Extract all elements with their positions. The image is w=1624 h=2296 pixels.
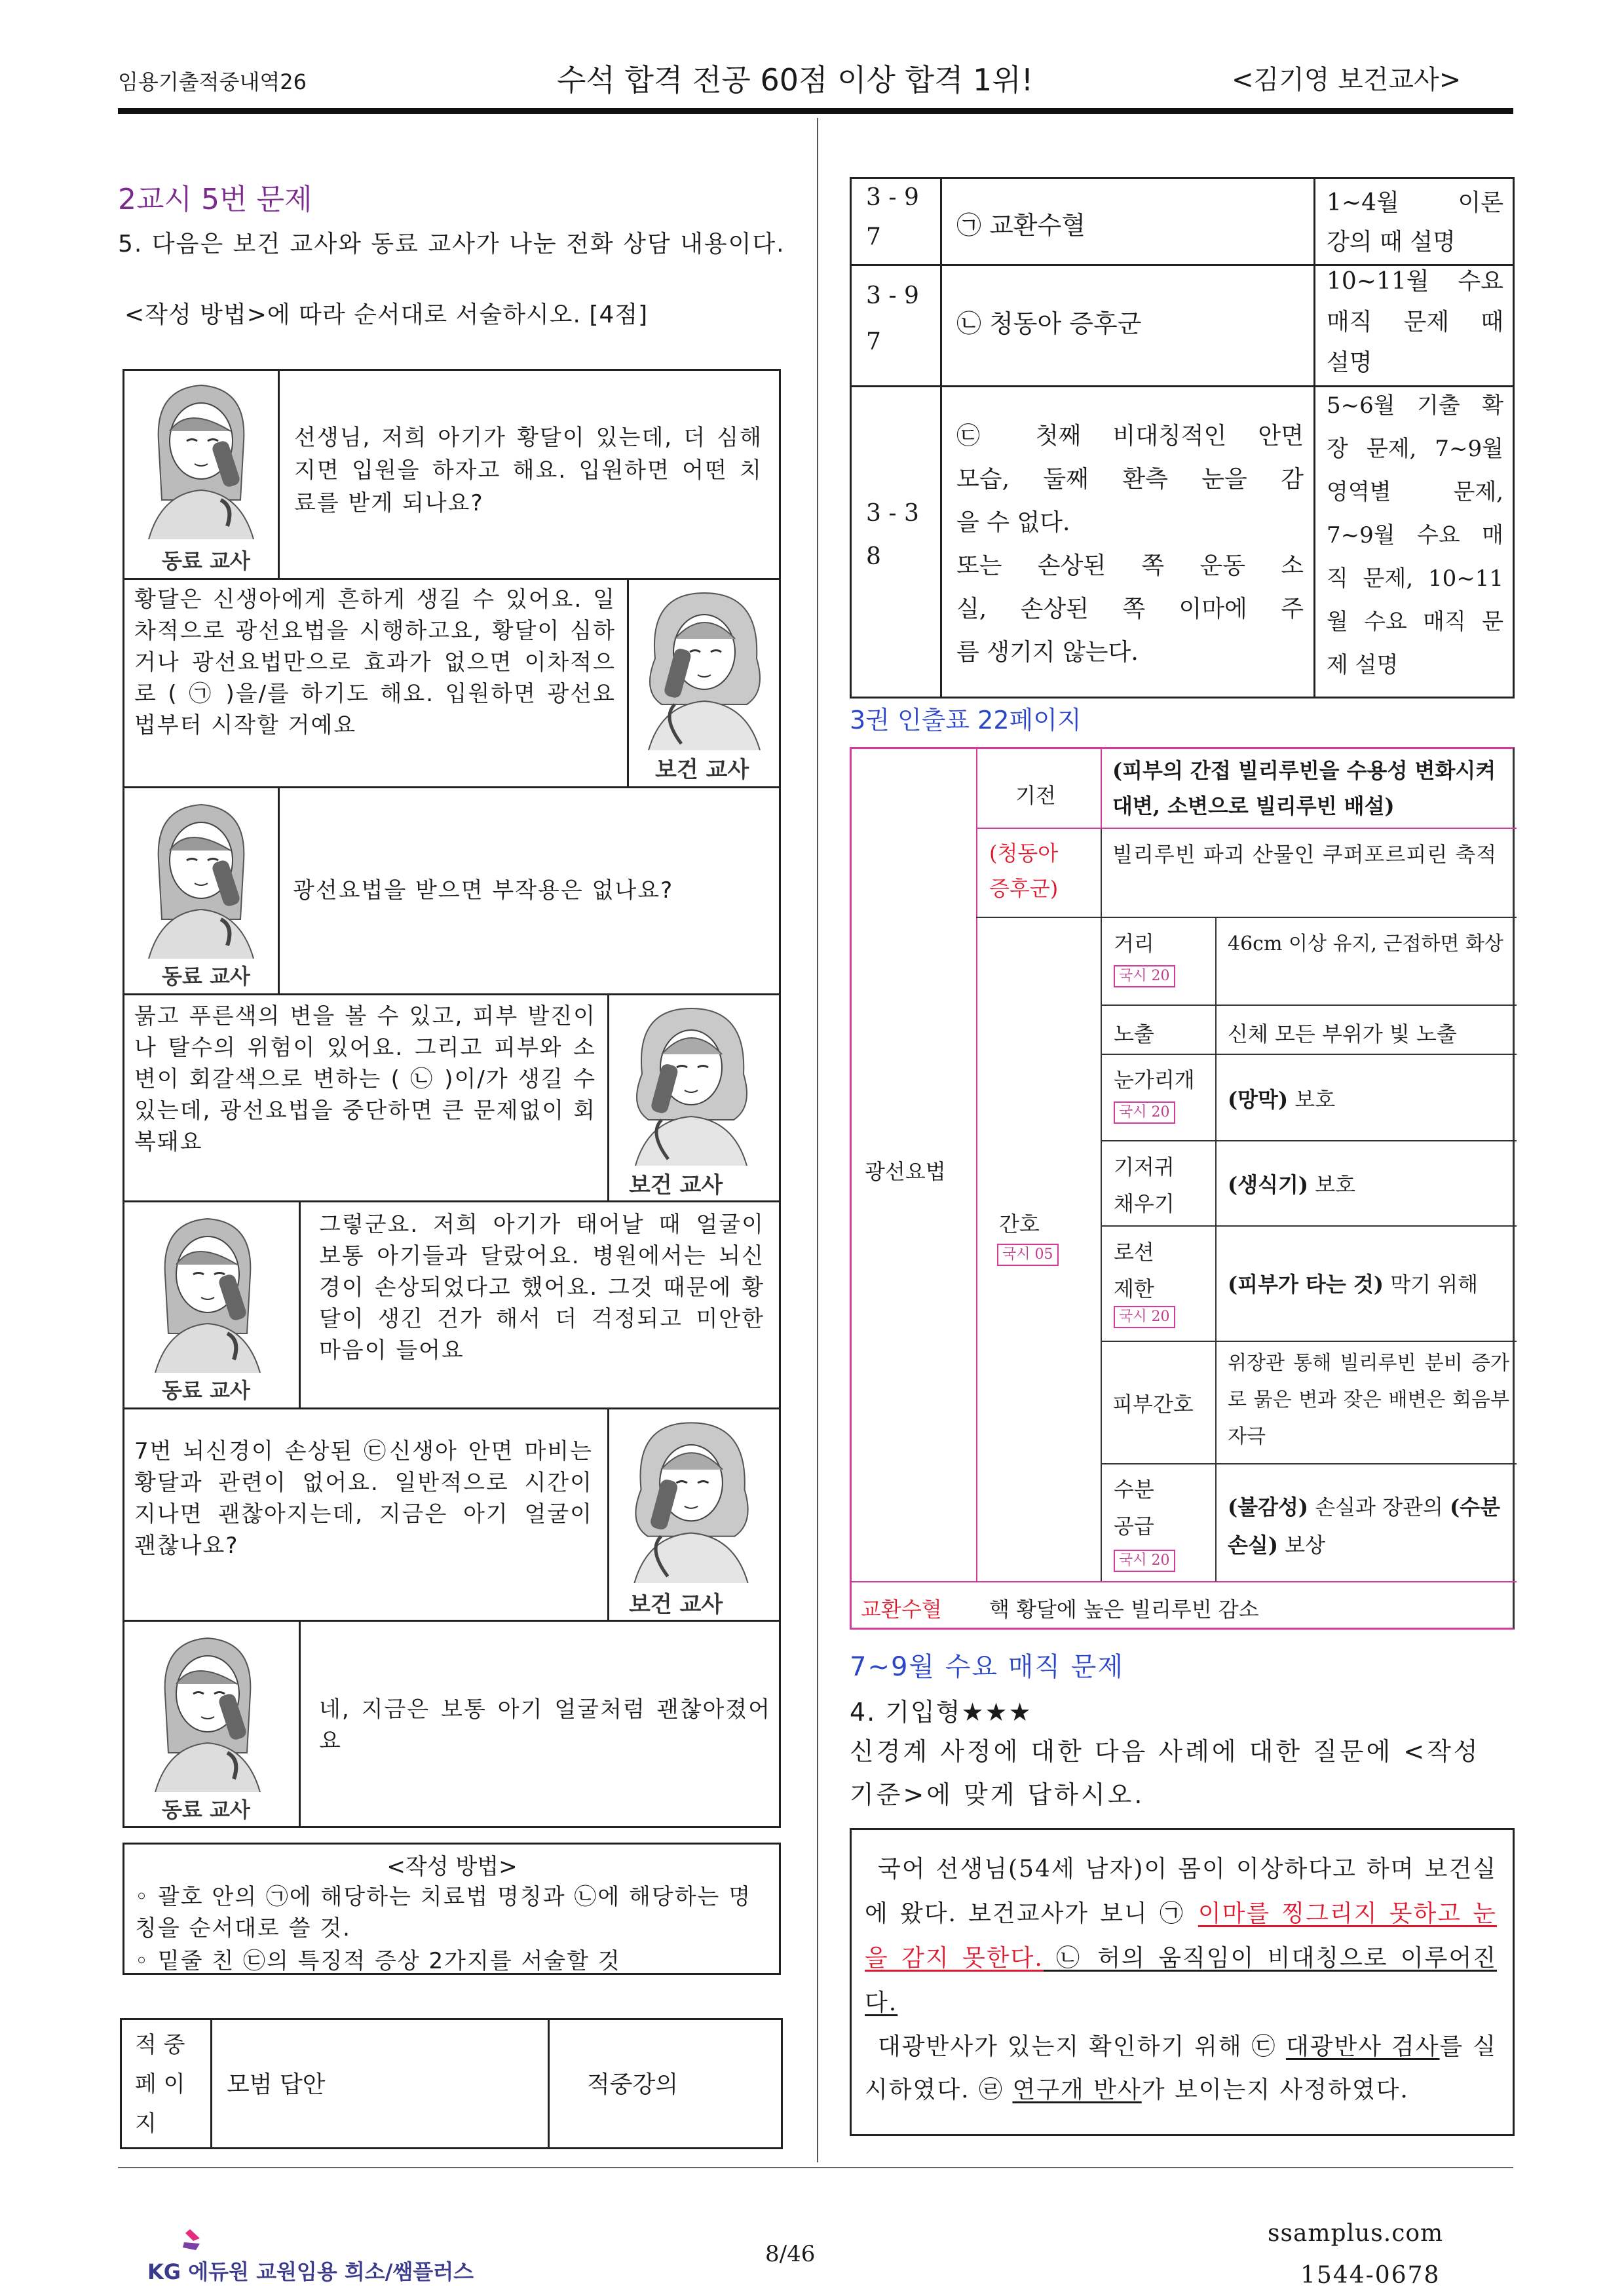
- exam-tag: 국시 20: [1114, 1101, 1175, 1124]
- case-underline: 연구개 반사: [1012, 2076, 1142, 2103]
- answer-col1-line: 페 이: [135, 2071, 185, 2097]
- dialogue-text: 그렇군요. 저희 아기가 태어날 때 얼굴이 보통 아기들과 달랐어요. 병원에서는 뇌신경이 손상되었다고 했어요. 그것 때문에 황달이 생긴 건가 해서 더 걱정되고 미안한 마음이 들어요: [319, 1212, 765, 1364]
- table-row-divider: [976, 828, 1517, 829]
- table-row-divider: [1101, 1054, 1517, 1055]
- avatar-health-teacher: [627, 580, 779, 786]
- care-item-rest: 손실과 장관의: [1308, 1495, 1450, 1520]
- case-text: 가 보이는지 사정하였다.: [1141, 2076, 1409, 2103]
- answer-col3: 적중강의: [587, 2071, 679, 2098]
- case-underline: 대광반사 검사: [1285, 2033, 1440, 2060]
- speaker-label: 보건 교사: [655, 757, 749, 783]
- section2-title: 7~9월 수요 매직 문제: [850, 1652, 1125, 1682]
- table-row-divider: [1101, 1225, 1517, 1227]
- table-col-divider: [1101, 749, 1102, 828]
- page-ref: 7: [866, 328, 881, 355]
- lecture-text: 10~11월 수요: [1327, 268, 1503, 295]
- table-row-divider: [1101, 1341, 1517, 1342]
- care-item-rest: 보호: [1288, 1087, 1336, 1112]
- exchange-label: 교환수혈: [861, 1597, 942, 1622]
- phototherapy-table: [850, 747, 1515, 1630]
- lecture-text: 월 수요 매직 문: [1327, 609, 1503, 635]
- care-item-label: 로션 제한: [1114, 1240, 1154, 1301]
- care-item-label: 기저귀 채우기: [1114, 1155, 1175, 1216]
- answer-table: [120, 2018, 783, 2149]
- care-item-bold: (망막): [1228, 1087, 1289, 1112]
- phone-woman-icon: [123, 1202, 293, 1373]
- avatar-colleague: [123, 369, 280, 578]
- speaker-label: 동료 교사: [162, 548, 250, 573]
- dialogue-text: 묽고 푸른색의 변을 볼 수 있고, 피부 발진이나 탈수의 위험이 있어요. 그리고 피부와 소변이 회갈색으로 변하는 ( ㉡ )이/가 생길 수 있는데, 광선요법을 중단하면 큰 문제없이 회복돼요: [134, 1003, 596, 1155]
- table-row-divider: [1101, 1140, 1517, 1141]
- speaker-label: 동료 교사: [162, 964, 250, 989]
- item-line: 을 수 없다.: [956, 509, 1070, 536]
- dialogue-text: 네, 지금은 보통 아기 얼굴처럼 괜찮아졌어요: [319, 1696, 771, 1754]
- care-item-rest: 보상: [1277, 1533, 1325, 1558]
- care-item-text: [1228, 1268, 1478, 1298]
- avatar-colleague: [123, 1622, 301, 1826]
- dialogue-panel: [123, 1202, 781, 1409]
- header-left: 임용기출적중내역26: [118, 69, 307, 94]
- answer-col2: 모범 답안: [227, 2071, 326, 2098]
- phone-nurse-icon: [609, 995, 773, 1166]
- method-item: ◦ 밑줄 친 ㉢의 특징적 증상 2가지를 서술할 것: [135, 1948, 621, 1974]
- table-row-divider: [852, 1581, 1517, 1582]
- reference-title: 3권 인출표 22페이지: [850, 706, 1082, 735]
- phone-nurse-icon: [629, 580, 780, 750]
- logo-text: KG 에듀원 교원임용 희소/쌤플러스: [147, 2259, 474, 2284]
- case-text: 국어 선생님(54세 남자)이 몸이 이상하다고 하며 보건실에 왔다. 보건교사가 보니 ㉠: [865, 1856, 1497, 1927]
- question-instruction: <작성 방법>에 따라 순서대로 서술하시오. [4점]: [124, 301, 649, 328]
- footer-rule: [118, 2167, 1513, 2168]
- care-item-label: 눈가리개: [1114, 1067, 1195, 1092]
- table-row-divider: [1101, 1463, 1517, 1464]
- case-text: ㉡ 허의 움직임이 비대칭으로 이루어진다.: [865, 1945, 1497, 2016]
- page-number: 8/46: [765, 2241, 816, 2267]
- table-col-divider: [1313, 179, 1315, 697]
- method-item: ◦ 괄호 안의 ㉠에 해당하는 치료법 명칭과 ㉡에 해당하는 명칭을 순서대로 쓸 것.: [135, 1884, 752, 1942]
- footer-logo: [147, 2227, 488, 2284]
- dialogue-text: 황달은 신생아에게 흔하게 생길 수 있어요. 일차적으로 광선요법을 시행하고요, 황달이 심하거나 광선요법만으로 효과가 없으면 이차적으로 ( ㉠ )을/를 하기도 해요. 입원하면 광선요법부터 시작할 거예요: [134, 586, 616, 738]
- dialogue-panel: [123, 1409, 781, 1622]
- table-col-divider: [1101, 917, 1102, 1581]
- page-ref: 3 - 9: [866, 282, 919, 309]
- exam-tag: 국시 20: [1114, 965, 1175, 987]
- avatar-colleague: [123, 1202, 301, 1407]
- lecture-text: 1~4월 이론: [1327, 189, 1503, 216]
- lecture-text: 설명: [1327, 349, 1372, 376]
- care-item-rest: 보호: [1308, 1172, 1356, 1197]
- speaker-label: 동료 교사: [162, 1378, 250, 1403]
- answer-col1-line: 적 중: [135, 2032, 185, 2058]
- case-text: 대광반사가 있는지 확인하기 위해 ㉢: [878, 2033, 1286, 2060]
- speaker-label: 보건 교사: [629, 1592, 723, 1618]
- speaker-label: 동료 교사: [162, 1797, 250, 1822]
- page-ref: 7: [866, 223, 881, 250]
- care-item-text: 46cm 이상 유지, 근접하면 화상: [1228, 932, 1503, 955]
- lecture-text: 강의 때 설명: [1327, 229, 1456, 256]
- care-item-text: 신체 모든 부위가 빛 노출: [1228, 1022, 1457, 1046]
- care-label: 간호: [999, 1212, 1040, 1236]
- header-rule: [118, 108, 1513, 114]
- answer-col-divider: [548, 2020, 550, 2147]
- table-col-divider: [1215, 917, 1217, 1581]
- lecture-text: 5~6월 기출 확: [1327, 392, 1503, 419]
- dialogue-text: 선생님, 저희 아기가 황달이 있는데, 더 심해지면 입원을 하자고 해요. 입원하면 어떤 치료를 받게 되나요?: [294, 425, 763, 516]
- avatar-colleague: [123, 788, 280, 993]
- table-col-divider: [1101, 828, 1102, 917]
- care-item-label: 수분 공급: [1114, 1477, 1154, 1539]
- care-item-text: [1228, 1083, 1335, 1113]
- writing-method-box: [123, 1843, 781, 1975]
- lecture-text: 7~9월 수요 매: [1327, 522, 1503, 548]
- dialogue-text: 광선요법을 받으면 부작용은 없나요?: [293, 877, 674, 904]
- dialogue-panel: [123, 995, 781, 1202]
- table-col-divider: [940, 179, 942, 697]
- page-ref: 3 - 9: [866, 184, 919, 211]
- item-line: 름 생기지 않는다.: [956, 639, 1139, 666]
- table-col-divider: [976, 749, 977, 1581]
- phone-nurse-icon: [609, 1409, 773, 1583]
- care-item-bold: (생식기): [1228, 1172, 1309, 1197]
- column-divider: [817, 118, 818, 2162]
- bronze-label: (청동아: [989, 841, 1059, 866]
- lecture-text: 매직 문제 때: [1327, 309, 1503, 335]
- speaker-label: 보건 교사: [629, 1172, 723, 1198]
- dialogue-panel: [123, 788, 781, 995]
- lecture-text: 제 설명: [1327, 652, 1399, 678]
- lecture-text: 직 문제, 10~11: [1327, 565, 1503, 592]
- case-text: 를 실시하였다. ㉣: [865, 2033, 1497, 2103]
- item-line: 또는 손상된 쪽 운동 소: [956, 552, 1304, 579]
- answer-col1-line: 지: [135, 2111, 157, 2137]
- care-item-label: 노출: [1114, 1022, 1154, 1046]
- case-box: [850, 1828, 1515, 2136]
- care-item-label: 피부간호: [1112, 1392, 1194, 1417]
- dialogue-panel: [123, 369, 781, 580]
- page-ref: 3 - 3: [866, 500, 919, 527]
- dialogue-panel: [123, 580, 781, 788]
- care-item-bold: (불감성): [1228, 1495, 1309, 1520]
- phone-woman-icon: [123, 788, 280, 959]
- care-item-text: [1228, 1168, 1355, 1198]
- care-item-bold: (피부가 타는 것): [1228, 1272, 1384, 1297]
- method-title: <작성 방법>: [387, 1854, 518, 1880]
- footer-phone: 1544-0678: [1300, 2262, 1441, 2289]
- exam-tag: 국시 05: [997, 1244, 1059, 1266]
- phone-woman-icon: [123, 1622, 293, 1792]
- page-ref: 8: [866, 543, 881, 570]
- item-line: ㉢ 첫째 비대칭적인 안면: [956, 423, 1304, 450]
- item-text: ㉡ 청동아 증후군: [956, 309, 1142, 338]
- q4-title: 4. 기입형★★★: [850, 1698, 1032, 1727]
- avatar-health-teacher: [607, 1409, 779, 1620]
- exchange-text: 핵 황달에 높은 빌리루빈 감소: [989, 1597, 1259, 1622]
- item-line: 모습, 둘째 환측 눈을 감: [956, 466, 1304, 493]
- case-paragraph: [865, 2025, 1497, 2112]
- exam-tag: 국시 20: [1114, 1306, 1175, 1328]
- item-text: ㉠ 교환수혈: [956, 211, 1086, 240]
- table-row-divider: [976, 917, 1517, 918]
- question-text: 5. 다음은 보건 교사와 동료 교사가 나눈 전화 상담 내용이다.: [118, 231, 785, 258]
- dialogue-text: 7번 뇌신경이 손상된 ㉢신생아 안면 마비는 황달과 관련이 없어요. 일반적으로 시간이 지나면 괜찮아지는데, 지금은 아기 얼굴이 괜찮나요?: [134, 1438, 593, 1559]
- care-item-bold: (수분 손실): [1228, 1495, 1500, 1558]
- bronze-text: 빌리루빈 파괴 산물인 쿠퍼포르피린 축적: [1112, 842, 1498, 867]
- lecture-text: 영역별 문제,: [1327, 479, 1503, 505]
- case-paragraph: [865, 1847, 1497, 2025]
- q4-instruction: 신경계 사정에 대한 다음 사례에 대한 질문에 <작성 기준>에 맞게 답하시오.: [850, 1737, 1481, 1809]
- exam-tag: 국시 20: [1114, 1550, 1175, 1572]
- avatar-health-teacher: [607, 995, 779, 1200]
- answer-col-divider: [210, 2020, 212, 2147]
- mechanism-label: 기전: [1015, 783, 1056, 808]
- header-right: <김기영 보건교사>: [1232, 65, 1462, 95]
- bronze-label: 증후군): [989, 876, 1059, 901]
- mechanism-text: (피부의 간접 빌리루빈을 수용성 변화시켜 대변, 소변으로 빌리루빈 배설): [1112, 758, 1496, 818]
- care-item-text: [1228, 1488, 1509, 1564]
- lecture-table: [850, 177, 1515, 698]
- care-item-label: 거리: [1114, 931, 1154, 956]
- item-line: 실, 손상된 쪽 이마에 주: [956, 596, 1304, 622]
- table-row-divider: [1101, 1004, 1517, 1006]
- lecture-text: 장 문제, 7~9월: [1327, 436, 1503, 462]
- phone-woman-icon: [123, 369, 280, 539]
- care-item-text: 위장관 통해 빌리루빈 분비 증가로 묽은 변과 잦은 배변은 회음부 자극: [1228, 1352, 1509, 1448]
- care-item-rest: 막기 위해: [1384, 1272, 1479, 1297]
- header-center: 수석 합격 전공 60점 이상 합격 1위!: [557, 62, 1034, 98]
- phototherapy-label: 광선요법: [865, 1159, 946, 1184]
- footer-site: ssamplus.com: [1268, 2220, 1444, 2247]
- section-title: 2교시 5번 문제: [118, 183, 312, 216]
- dialogue-panel: [123, 1622, 781, 1828]
- case-highlight: 이마를 찡그리지 못하고 눈을 감지 못한다.: [865, 1900, 1497, 1972]
